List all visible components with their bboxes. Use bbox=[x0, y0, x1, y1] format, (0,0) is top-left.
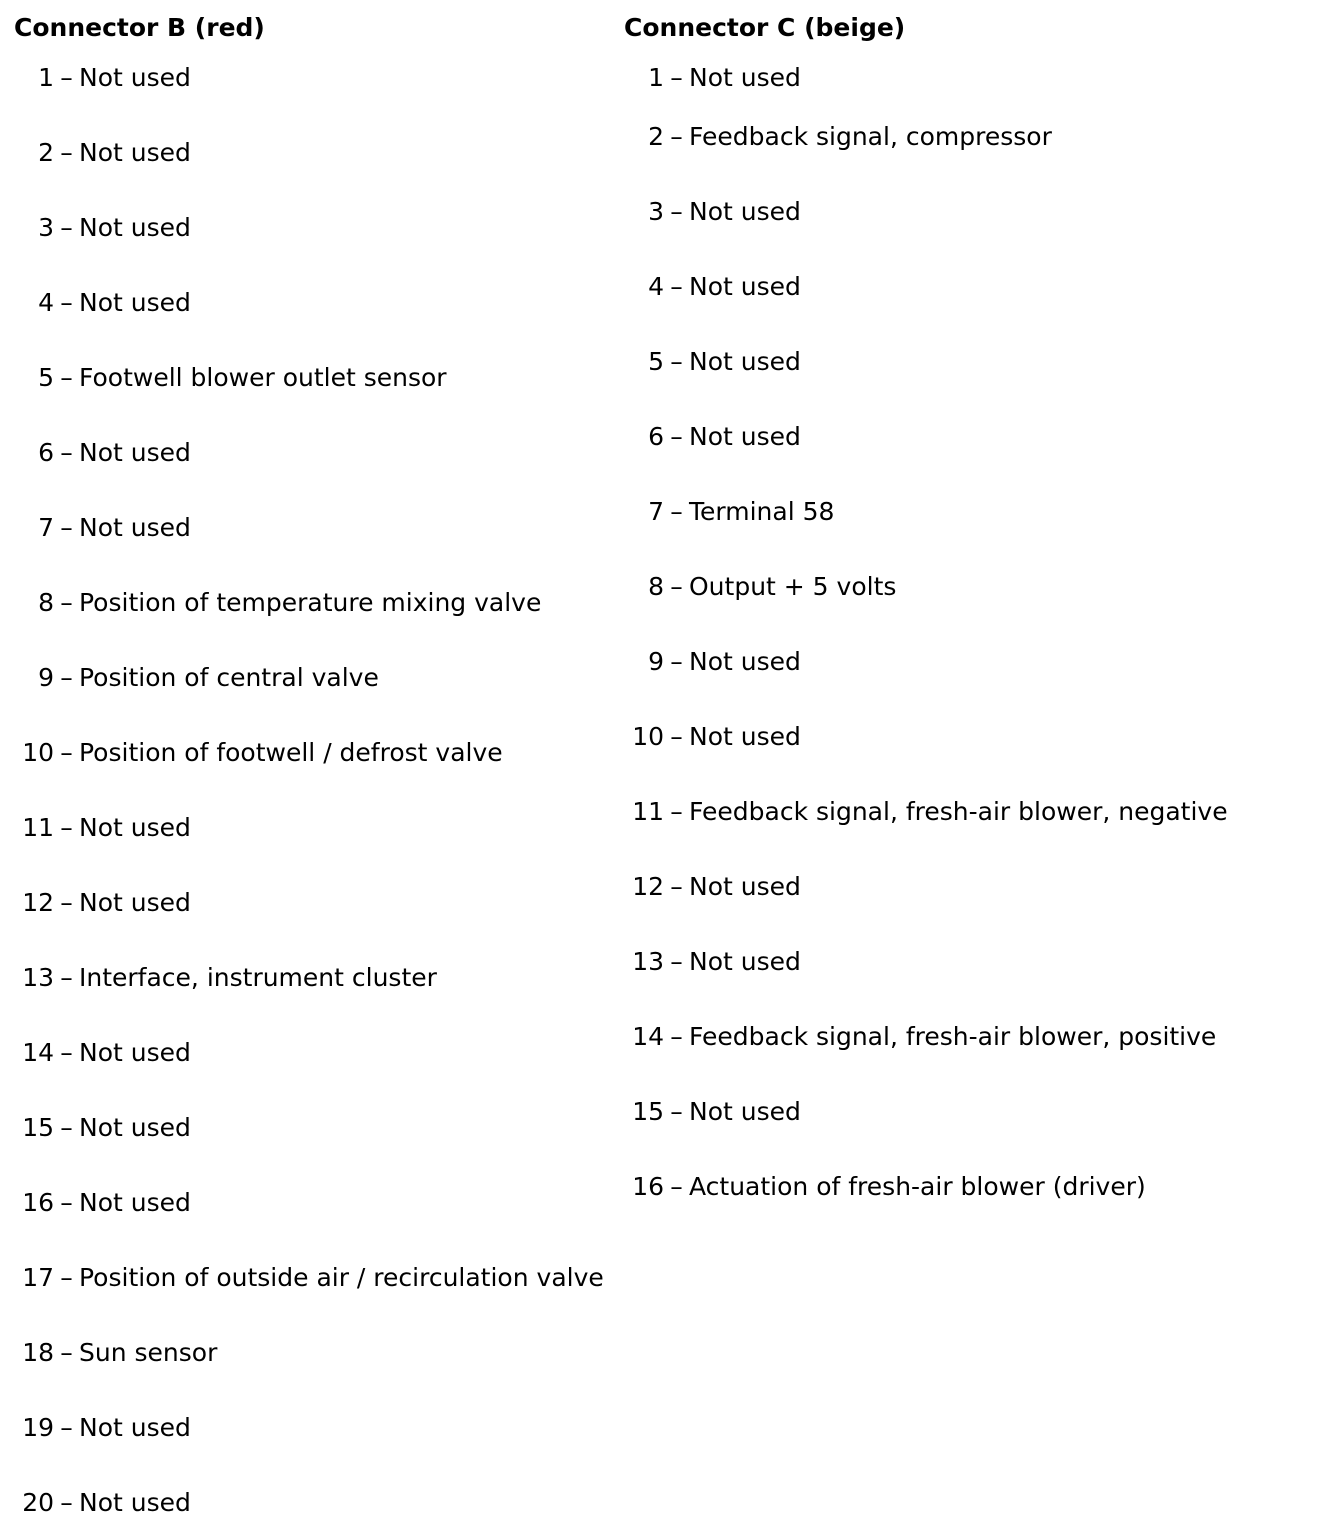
pin-number: 16 bbox=[632, 1172, 664, 1201]
pin-number: 7 bbox=[38, 513, 54, 542]
pin-description: Not used bbox=[689, 647, 801, 676]
pin-separator: – bbox=[670, 872, 683, 901]
pin-row bbox=[14, 1035, 191, 1071]
pin-description: Not used bbox=[79, 1188, 191, 1217]
pin-row bbox=[14, 660, 379, 696]
pin-description: Not used bbox=[79, 513, 191, 542]
pin-description: Not used bbox=[689, 1097, 801, 1126]
pin-description: Position of central valve bbox=[79, 663, 379, 692]
pin-separator: – bbox=[670, 122, 683, 151]
pin-description: Footwell blower outlet sensor bbox=[79, 363, 447, 392]
pin-row bbox=[14, 1335, 217, 1371]
pin-row bbox=[624, 1019, 1216, 1055]
pin-row bbox=[14, 1260, 604, 1296]
pin-row bbox=[624, 644, 801, 680]
pin-separator: – bbox=[60, 963, 73, 992]
pin-description: Not used bbox=[79, 1038, 191, 1067]
pin-number: 15 bbox=[632, 1097, 664, 1126]
pin-separator: – bbox=[60, 288, 73, 317]
pin-row bbox=[14, 210, 191, 246]
pin-separator: – bbox=[670, 197, 683, 226]
pin-description: Position of temperature mixing valve bbox=[79, 588, 542, 617]
pin-number: 10 bbox=[22, 738, 54, 767]
pin-number: 8 bbox=[38, 588, 54, 617]
pin-separator: – bbox=[60, 438, 73, 467]
pin-row bbox=[14, 360, 447, 396]
pin-number: 12 bbox=[22, 888, 54, 917]
pin-row bbox=[14, 735, 503, 771]
pin-separator: – bbox=[60, 888, 73, 917]
pin-description: Not used bbox=[689, 422, 801, 451]
pin-separator: – bbox=[60, 363, 73, 392]
pin-row bbox=[624, 944, 801, 980]
pin-number: 12 bbox=[632, 872, 664, 901]
pin-separator: – bbox=[670, 947, 683, 976]
pin-row bbox=[14, 510, 191, 546]
pin-number: 9 bbox=[38, 663, 54, 692]
pin-number: 1 bbox=[38, 63, 54, 92]
pin-number: 14 bbox=[22, 1038, 54, 1067]
pin-number: 20 bbox=[22, 1488, 54, 1517]
pin-separator: – bbox=[670, 1097, 683, 1126]
pin-description: Not used bbox=[79, 813, 191, 842]
pin-description: Not used bbox=[79, 1113, 191, 1142]
pin-row bbox=[14, 60, 191, 96]
pin-description: Not used bbox=[79, 63, 191, 92]
pin-separator: – bbox=[60, 1413, 73, 1442]
pin-row bbox=[624, 719, 801, 755]
pin-row bbox=[624, 869, 801, 905]
pin-row bbox=[14, 585, 541, 621]
pin-number: 3 bbox=[648, 197, 664, 226]
pin-description: Not used bbox=[79, 213, 191, 242]
pin-separator: – bbox=[60, 1338, 73, 1367]
pin-number: 5 bbox=[38, 363, 54, 392]
pin-description: Not used bbox=[79, 1488, 191, 1517]
pin-separator: – bbox=[60, 738, 73, 767]
pin-row bbox=[624, 60, 801, 96]
pin-number: 6 bbox=[38, 438, 54, 467]
pin-description: Not used bbox=[689, 272, 801, 301]
pin-description: Output + 5 volts bbox=[689, 572, 897, 601]
pin-number: 19 bbox=[22, 1413, 54, 1442]
pin-separator: – bbox=[670, 797, 683, 826]
pin-description: Feedback signal, fresh-air blower, negative bbox=[689, 797, 1228, 826]
pin-separator: – bbox=[60, 588, 73, 617]
pin-separator: – bbox=[60, 1113, 73, 1142]
pin-row bbox=[14, 810, 191, 846]
pin-row bbox=[624, 1169, 1146, 1205]
pin-separator: – bbox=[670, 647, 683, 676]
pin-number: 18 bbox=[22, 1338, 54, 1367]
pin-row bbox=[14, 435, 191, 471]
pin-number: 2 bbox=[648, 122, 664, 151]
pin-row bbox=[14, 1485, 191, 1521]
pin-description: Position of outside air / recirculation valve bbox=[79, 1263, 604, 1292]
pin-separator: – bbox=[670, 1022, 683, 1051]
pin-description: Not used bbox=[79, 288, 191, 317]
pin-description: Position of footwell / defrost valve bbox=[79, 738, 503, 767]
pin-number: 13 bbox=[22, 963, 54, 992]
pin-number: 6 bbox=[648, 422, 664, 451]
pin-separator: – bbox=[670, 572, 683, 601]
pin-row bbox=[624, 344, 801, 380]
pin-description: Not used bbox=[689, 872, 801, 901]
pin-separator: – bbox=[60, 1263, 73, 1292]
pin-separator: – bbox=[670, 422, 683, 451]
pin-number: 11 bbox=[22, 813, 54, 842]
pin-description: Not used bbox=[79, 138, 191, 167]
pin-row bbox=[14, 1410, 191, 1446]
pin-number: 8 bbox=[648, 572, 664, 601]
pin-separator: – bbox=[60, 138, 73, 167]
pin-number: 2 bbox=[38, 138, 54, 167]
pin-separator: – bbox=[670, 63, 683, 92]
pin-row bbox=[624, 419, 801, 455]
pin-row bbox=[14, 1110, 191, 1146]
pin-separator: – bbox=[60, 213, 73, 242]
pin-row bbox=[624, 494, 834, 530]
pin-number: 9 bbox=[648, 647, 664, 676]
pin-number: 17 bbox=[22, 1263, 54, 1292]
pin-number: 11 bbox=[632, 797, 664, 826]
pin-number: 15 bbox=[22, 1113, 54, 1142]
pin-number: 4 bbox=[648, 272, 664, 301]
pin-description: Not used bbox=[689, 197, 801, 226]
pin-separator: – bbox=[670, 272, 683, 301]
pin-description: Terminal 58 bbox=[689, 497, 835, 526]
pin-separator: – bbox=[670, 722, 683, 751]
pin-row bbox=[624, 269, 801, 305]
pin-separator: – bbox=[60, 513, 73, 542]
pin-separator: – bbox=[670, 1172, 683, 1201]
pin-number: 13 bbox=[632, 947, 664, 976]
pin-description: Feedback signal, fresh-air blower, positive bbox=[689, 1022, 1217, 1051]
pin-number: 14 bbox=[632, 1022, 664, 1051]
pin-separator: – bbox=[60, 63, 73, 92]
pin-number: 16 bbox=[22, 1188, 54, 1217]
pin-row bbox=[624, 794, 1228, 830]
connector-c-heading: Connector C (beige) bbox=[624, 13, 906, 42]
pin-description: Not used bbox=[689, 347, 801, 376]
pin-separator: – bbox=[60, 663, 73, 692]
pin-separator: – bbox=[670, 497, 683, 526]
pin-description: Feedback signal, compressor bbox=[689, 122, 1052, 151]
pin-number: 10 bbox=[632, 722, 664, 751]
pin-row bbox=[624, 1094, 801, 1130]
connector-b-heading: Connector B (red) bbox=[14, 13, 265, 42]
pin-description: Interface, instrument cluster bbox=[79, 963, 437, 992]
pin-separator: – bbox=[60, 1188, 73, 1217]
pin-row bbox=[14, 1185, 191, 1221]
pin-row bbox=[14, 285, 191, 321]
pin-number: 4 bbox=[38, 288, 54, 317]
pin-row bbox=[14, 135, 191, 171]
pin-description: Not used bbox=[79, 888, 191, 917]
pin-description: Actuation of fresh-air blower (driver) bbox=[689, 1172, 1146, 1201]
pin-description: Not used bbox=[79, 438, 191, 467]
pin-description: Not used bbox=[79, 1413, 191, 1442]
pin-number: 1 bbox=[648, 63, 664, 92]
pin-row bbox=[14, 960, 437, 996]
pin-row bbox=[624, 119, 1052, 155]
pin-row bbox=[624, 194, 801, 230]
pin-description: Sun sensor bbox=[79, 1338, 218, 1367]
pin-separator: – bbox=[60, 813, 73, 842]
pin-separator: – bbox=[60, 1488, 73, 1517]
pin-row bbox=[14, 885, 191, 921]
pin-row bbox=[624, 569, 896, 605]
pin-separator: – bbox=[60, 1038, 73, 1067]
pin-number: 5 bbox=[648, 347, 664, 376]
pin-description: Not used bbox=[689, 947, 801, 976]
pin-separator: – bbox=[670, 347, 683, 376]
pin-number: 3 bbox=[38, 213, 54, 242]
pin-description: Not used bbox=[689, 63, 801, 92]
pin-description: Not used bbox=[689, 722, 801, 751]
pin-number: 7 bbox=[648, 497, 664, 526]
